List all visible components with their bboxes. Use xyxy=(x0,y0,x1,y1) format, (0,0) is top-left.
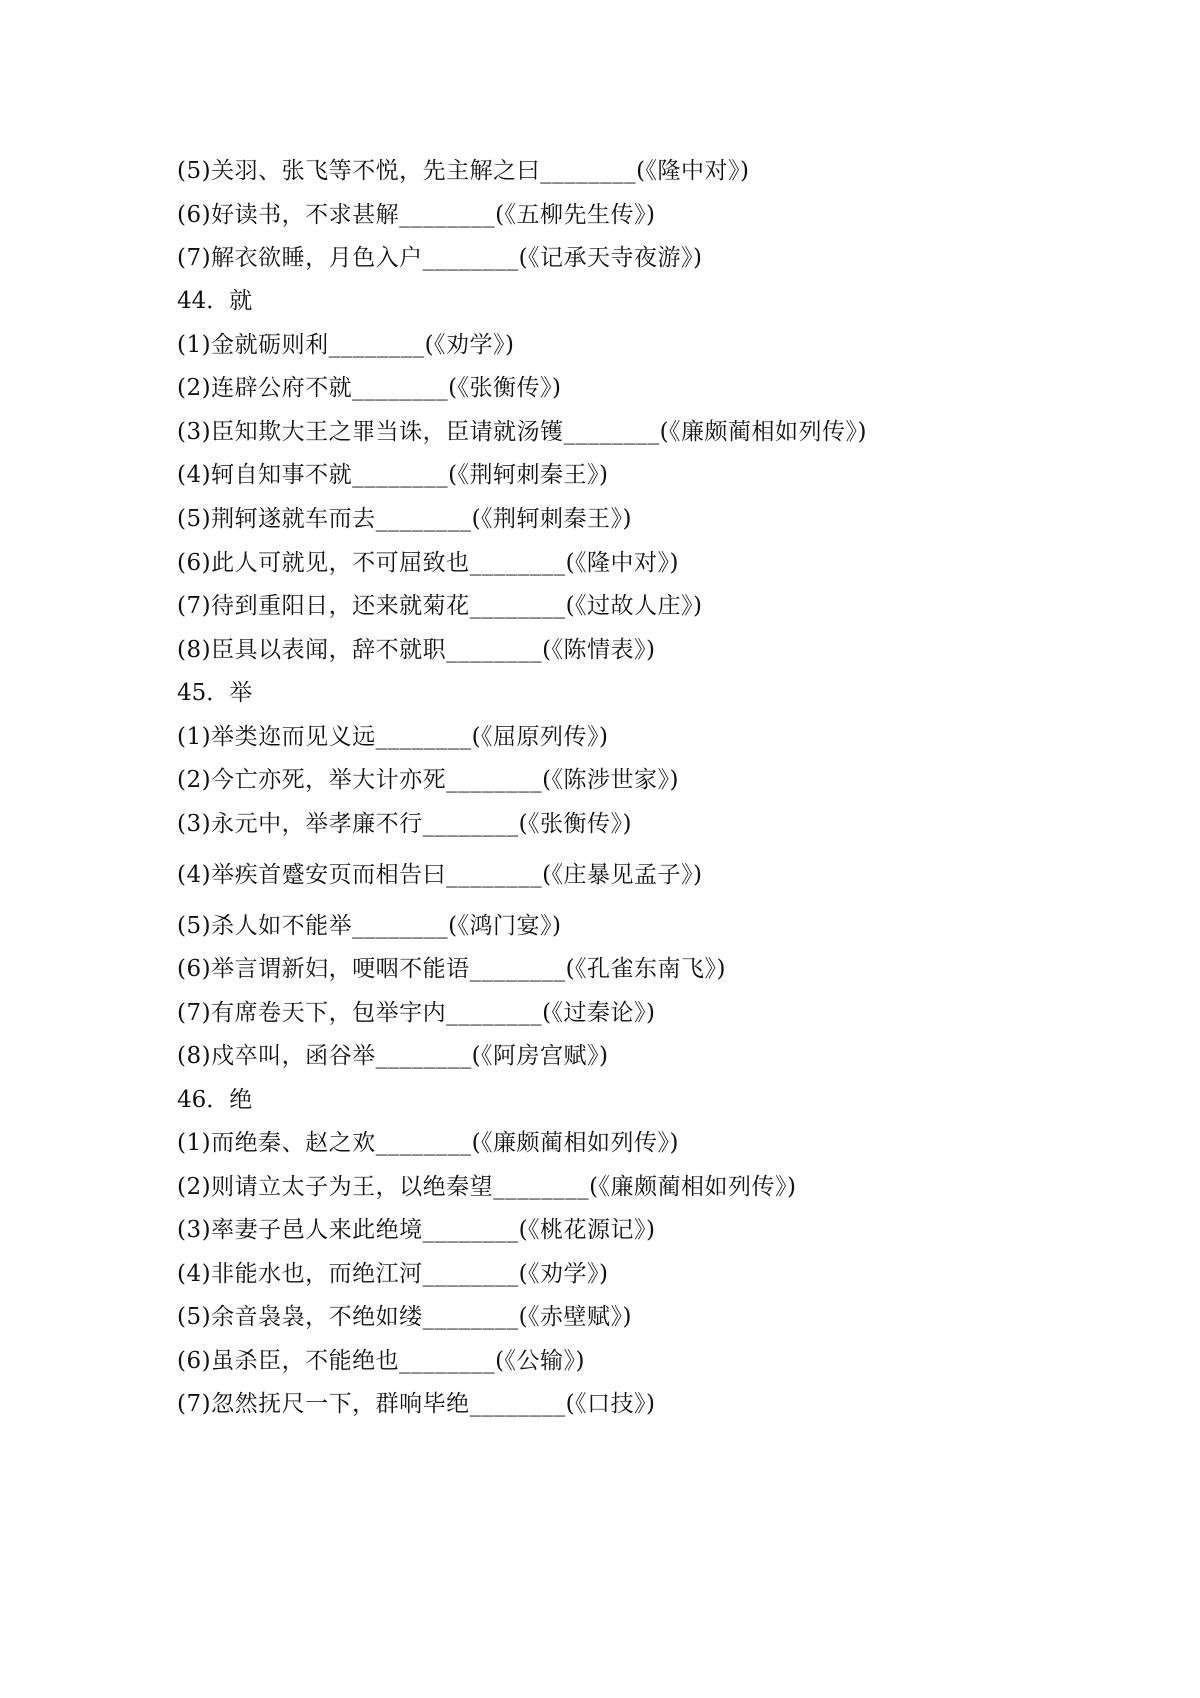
question-item: (6)此人可就见，不可屈致也________(《隆中对》) xyxy=(177,550,680,576)
question-item: (7)解衣欲睡，月色入户________(《记承天寺夜游》) xyxy=(177,245,703,271)
question-item: (6)举言谓新妇，哽咽不能语________(《孔雀东南飞》) xyxy=(177,956,727,982)
question-item: (3)臣知欺大王之罪当诛，臣请就汤镬________(《廉颇蔺相如列传》) xyxy=(177,419,868,445)
question-item: (6)虽杀臣，不能绝也________(《公输》) xyxy=(177,1348,586,1374)
question-item: (3)率妻子邑人来此绝境________(《桃花源记》) xyxy=(177,1217,656,1243)
question-item: (5)余音袅袅，不绝如缕________(《赤壁赋》) xyxy=(177,1304,633,1330)
question-item: (4)轲自知事不就________(《荆轲刺秦王》) xyxy=(177,462,609,488)
question-item: (2)今亡亦死，举大计亦死________(《陈涉世家》) xyxy=(177,767,680,793)
question-item: (4)举疾首蹙安页而相告曰________(《庄暴见孟子》) xyxy=(177,862,703,888)
question-item: (5)关羽、张飞等不悦，先主解之曰________(《隆中对》) xyxy=(177,158,750,184)
question-item: (8)戍卒叫，函谷举________(《阿房宫赋》) xyxy=(177,1043,609,1069)
question-item: (6)好读书，不求甚解________(《五柳先生传》) xyxy=(177,202,656,228)
section-heading: 44．就 xyxy=(177,288,253,314)
question-item: (1)而绝秦、赵之欢________(《廉颇蔺相如列传》) xyxy=(177,1130,680,1156)
question-item: (2)则请立太子为王，以绝秦望________(《廉颇蔺相如列传》) xyxy=(177,1174,797,1200)
question-item: (8)臣具以表闻，辞不就职________(《陈情表》) xyxy=(177,637,656,663)
question-item: (7)有席卷天下，包举宇内________(《过秦论》) xyxy=(177,1000,656,1026)
question-item: (3)永元中，举孝廉不行________(《张衡传》) xyxy=(177,811,633,837)
question-item: (7)待到重阳日，还来就菊花________(《过故人庄》) xyxy=(177,593,703,619)
section-heading: 45．举 xyxy=(177,680,253,706)
question-item: (7)忽然抚尺一下，群响毕绝________(《口技》) xyxy=(177,1391,656,1417)
question-item: (5)杀人如不能举________(《鸿门宴》) xyxy=(177,913,562,939)
question-item: (2)连辟公府不就________(《张衡传》) xyxy=(177,375,562,401)
section-heading: 46．绝 xyxy=(177,1087,253,1113)
question-item: (1)举类迩而见义远________(《屈原列传》) xyxy=(177,724,609,750)
question-item: (4)非能水也，而绝江河________(《劝学》) xyxy=(177,1261,609,1287)
question-item: (5)荆轲遂就车而去________(《荆轲刺秦王》) xyxy=(177,506,633,532)
question-item: (1)金就砺则利________(《劝学》) xyxy=(177,332,515,358)
